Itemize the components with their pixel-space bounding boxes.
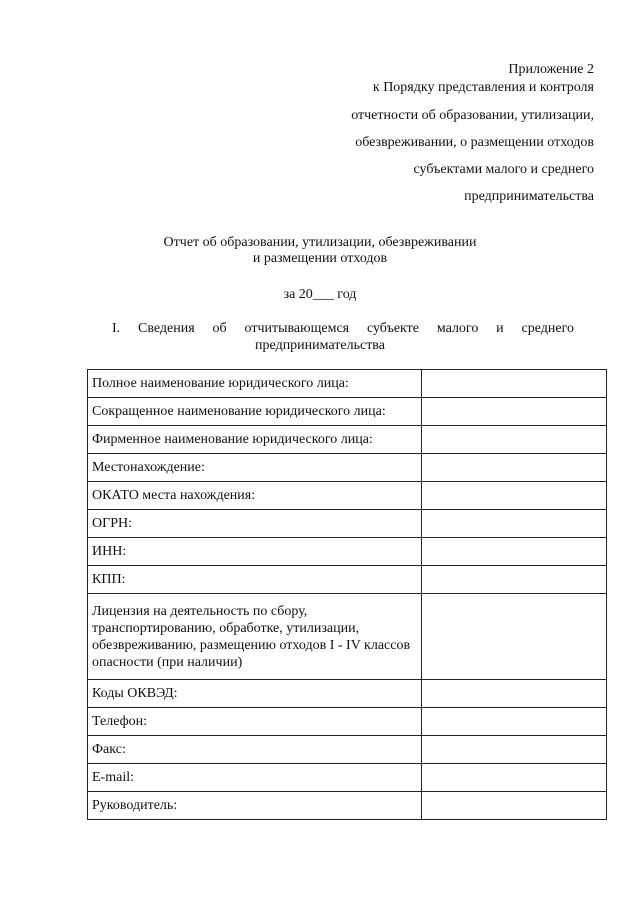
table-row	[88, 538, 607, 566]
row-label: ОКАТО места нахождения:	[88, 482, 422, 510]
table-row	[88, 426, 607, 454]
row-label: Коды ОКВЭД:	[88, 680, 422, 708]
section-heading-line1: I. Сведения об отчитывающемся субъекте малого и среднего	[112, 321, 574, 336]
table-row	[88, 370, 607, 398]
appendix-line: отчетности об образовании, утилизации,	[351, 108, 594, 123]
report-title-line2: и размещении отходов	[252, 251, 388, 266]
appendix-line: Приложение 2	[508, 62, 594, 77]
table-row	[88, 736, 607, 764]
appendix-line: к Порядку представления и контроля	[372, 80, 594, 95]
row-label: Телефон:	[88, 708, 422, 736]
row-value-field[interactable]	[422, 764, 607, 792]
row-value-field[interactable]	[422, 736, 607, 764]
row-value-field[interactable]	[422, 454, 607, 482]
row-value-field[interactable]	[422, 398, 607, 426]
row-value-field[interactable]	[422, 792, 607, 820]
row-label: КПП:	[88, 566, 422, 594]
row-value-field[interactable]	[422, 510, 607, 538]
row-label: Полное наименование юридического лица:	[88, 370, 422, 398]
row-value-field[interactable]	[422, 708, 607, 736]
row-label: Сокращенное наименование юридического лица:	[88, 398, 422, 426]
row-label: Руководитель:	[88, 792, 422, 820]
appendix-line: субъектами малого и среднего	[413, 162, 594, 177]
table-row	[88, 680, 607, 708]
table-row	[88, 764, 607, 792]
report-period: за 20___ год	[283, 287, 357, 302]
appendix-line: предпринимательства	[464, 189, 594, 204]
row-value-field[interactable]	[422, 538, 607, 566]
row-label: Факс:	[88, 736, 422, 764]
row-label: Лицензия на деятельность по сбору, транспортированию, обработке, утилизации, обезвреживанию, размещению отходов I - IV классов опасности (при наличии)	[88, 594, 422, 680]
report-title-line1: Отчет об образовании, утилизации, обезвреживании	[163, 235, 477, 250]
table-row	[88, 398, 607, 426]
row-value-field[interactable]	[422, 482, 607, 510]
table-row	[88, 482, 607, 510]
table-row	[88, 510, 607, 538]
row-label: ИНН:	[88, 538, 422, 566]
row-label: Фирменное наименование юридического лица:	[88, 426, 422, 454]
table-row	[88, 792, 607, 820]
appendix-line: обезвреживании, о размещении отходов	[355, 135, 594, 150]
row-value-field[interactable]	[422, 566, 607, 594]
row-label: ОГРН:	[88, 510, 422, 538]
reporting-entity-table	[87, 369, 607, 820]
row-label: Местонахождение:	[88, 454, 422, 482]
row-value-field[interactable]	[422, 680, 607, 708]
table-row	[88, 454, 607, 482]
table-row	[88, 566, 607, 594]
table-row	[88, 708, 607, 736]
row-value-field[interactable]	[422, 426, 607, 454]
row-label: E-mail:	[88, 764, 422, 792]
table-row	[88, 594, 607, 680]
row-value-field[interactable]	[422, 594, 607, 680]
row-value-field[interactable]	[422, 370, 607, 398]
section-heading-line2: предпринимательства	[255, 338, 385, 353]
